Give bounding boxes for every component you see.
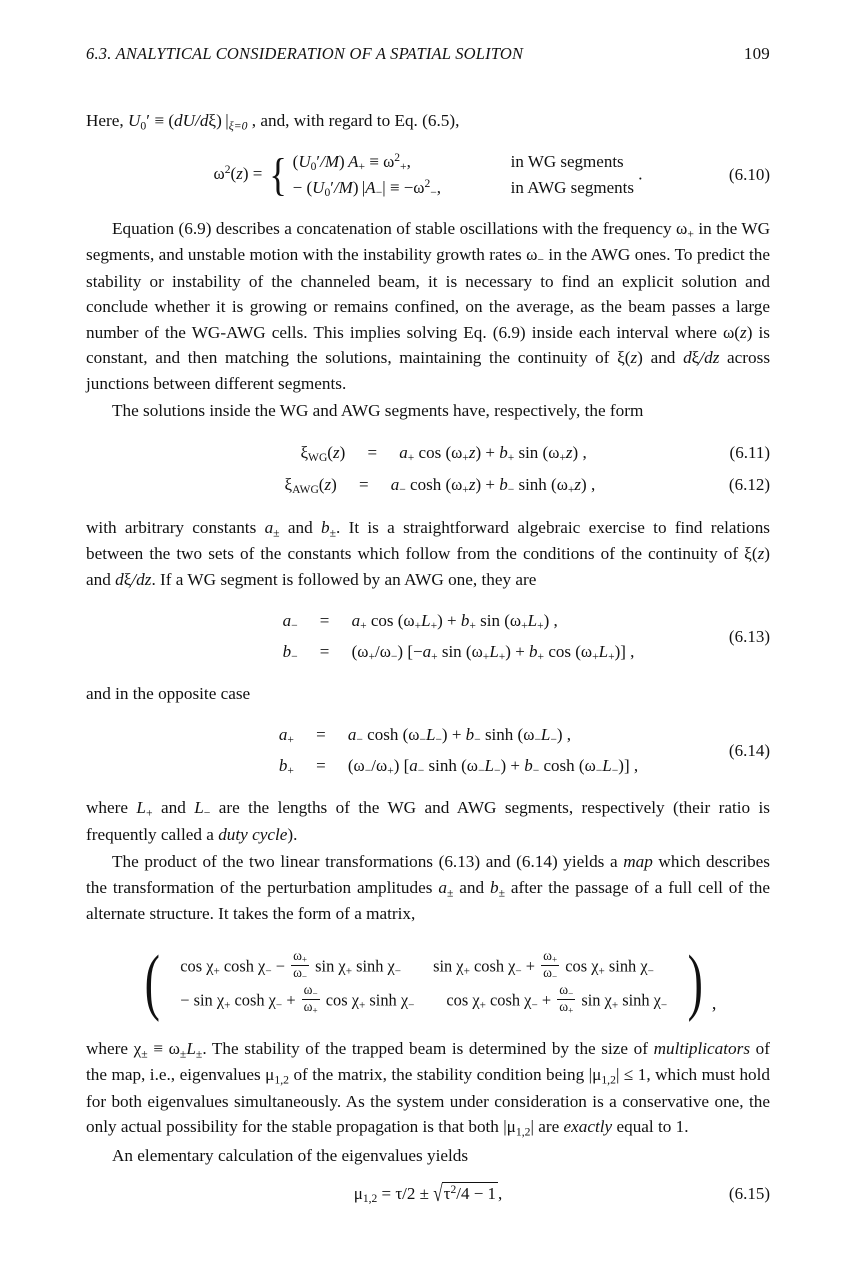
equation-6-14-row1-lhs: $a_+$	[278, 725, 294, 747]
case-row-1	[293, 149, 634, 176]
equation-6-10	[86, 149, 770, 202]
paragraph-equation-6-9: Equation (6.9) describes a concatenation of stable oscillations with the frequency $\omega_+$ in the WG segments, and unstable motion with the instability growth rates $\omega_-$ in the AWG ones. To predict the stability or instability of the channeled beam, it is necessary to find an explicit solution and conclude whether it is growing or remains confined, on the average, as the beam passes a large number of the WG-AWG cells. This implies solving Eq. (6.9) inside each interval where ω(z) is constant, and then matching the solutions, maintaining the continuity of ξ(z) and dξ/dz across junctions between different segments.	[86, 218, 771, 393]
matrix-cell-22: $\cos \chi_+$ $\cosh \chi_-$ + $\frac{\omega_-}{\omega_+}$ $\sin \chi_+$ $\sinh \chi_-$	[446, 982, 668, 1016]
case-1-expression: $(U_0'/M) A_+ \equiv \omega^2_+$,	[292, 150, 411, 173]
equation-6-13-tag: (6.13)	[728, 626, 770, 646]
paragraph-map: The product of the two linear transformations (6.13) and (6.14) yields a map which describes the transformation of the perturbation amplitudes $a_\pm$ and $b_\pm$ after the passage of a full cell of the alternate structure. It takes the form of a matrix,	[86, 852, 770, 924]
case-2-expression: − $(U_0'/M) |A_-| \equiv -\omega^2_-$,	[292, 177, 442, 200]
running-head	[86, 44, 770, 64]
equation-6-14	[86, 720, 770, 781]
equation-6-10-tag: (6.10)	[728, 165, 770, 185]
equation-6-14-row2-rhs: $(\omega_-/\omega_+)$ [$a_-$ $\sinh (\omega_-L_-) + b_-$ $\cosh (\omega_-L_-)$] ,	[347, 755, 639, 778]
equation-6-13-row2-rhs: $(\omega_+/\omega_-)$ [$-a_+$ $\sin (\omega_+L_+) + b_+$ $\cos (\omega_+L_+)$] ,	[351, 641, 635, 663]
matrix-cell-21: − $\sin \chi_+$ $\cosh \chi_-$ + $\frac{\omega_-}{\omega_+}$ $\cos \chi_+$ $\sinh \chi_-$	[180, 982, 415, 1016]
equation-6-14-row2-lhs: $b_+$	[278, 755, 294, 778]
equation-6-13-row2-lhs: $b_-$	[282, 641, 298, 663]
equation-6-14-tag: (6.14)	[728, 740, 770, 760]
matrix-row-2	[164, 983, 683, 1017]
duty-cycle-term: duty cycle	[218, 824, 288, 844]
equation-6-12-body	[86, 470, 770, 500]
equation-6-12-tag: (6.12)	[728, 475, 770, 495]
p1-pre: Here,	[86, 111, 124, 130]
equation-6-15-tag: (6.15)	[728, 1183, 770, 1203]
equation-6-12	[86, 470, 770, 500]
matrix-row-1	[164, 949, 683, 983]
equation-6-12-lhs: $\xi_{AWG}(z)$	[284, 475, 337, 497]
equation-6-12-relation: =	[358, 475, 369, 495]
cases-block	[267, 149, 634, 202]
matrix-right-paren: )	[687, 941, 704, 1024]
running-title: 6.3. ANALYTICAL CONSIDERATION OF A SPATIAL SOLITON	[86, 44, 524, 63]
matrix-left-paren: (	[144, 941, 160, 1024]
case-2-condition: in AWG segments	[510, 178, 634, 198]
paragraph-eigenvalues: An elementary calculation of the eigenvalues yields	[112, 1145, 469, 1165]
paragraph-stability: where $\chi_\pm \equiv \omega_\pm L_\pm$. The stability of the trapped beam is determined by the size of multiplicators of the map, i.e., eigenvalues $\mu_{1,2}$ of the matrix, the stability condition being $|\mu_{1,2}| \le 1$, which must hold for both eigenvalues simultaneously. As the system under consideration is a conservative one, the only actual possibility for the stable propagation is that both $|\mu_{1,2}|$ are exactly equal to 1.	[86, 1038, 771, 1139]
matrix-equation	[86, 941, 770, 1024]
equation-6-15-body: $\mu_{1,2} = \tau/2 \pm √\tau^2/4 - 1$ ,	[353, 1180, 503, 1207]
left-brace: {	[268, 148, 287, 200]
paragraph-here	[86, 108, 770, 135]
equation-6-13-row1-rhs: $a_+$ $\cos (\omega_+L_+) + b_+$ $\sin (\omega_+L_+)$ ,	[351, 611, 558, 633]
page-number: 109	[743, 44, 770, 63]
equation-6-12-rhs: $a_-$ $\cosh (\omega_+z) + b_-$ $\sinh (\omega_+z)$ ,	[390, 475, 596, 497]
equation-6-13-body: $a_-$ = $a_+$ $\cos (\omega_+L_+) + b_+$ $\sin (\omega_+L_+)$ , $b_-$ = $(\omega_+/\omega_-)$ [$-a_+$ $\sin (\omega_+L_+) + b_+$ $\cos (\omega_+L_+)$] ,	[86, 606, 770, 667]
equation-6-14-row1-rhs: $a_-$ $\cosh (\omega_-L_-) + b_-$ $\sinh (\omega_-L_-)$ ,	[347, 725, 572, 747]
equation-6-13-row1-lhs: $a_-$	[282, 611, 298, 633]
equation-6-10-trailing: .	[638, 164, 643, 184]
square-root: $√\tau^2/4 - 1$	[433, 1180, 497, 1207]
equation-6-11-tag: (6.11)	[729, 442, 770, 462]
p1-inline-math: $U_0' \equiv (dU/d\xi)$ $|_{\xi=0}$	[128, 111, 248, 133]
equation-6-11-rhs: $a_+$ $\cos (\omega_+z) + b_+$ $\sin (\omega_+z)$ ,	[399, 442, 587, 464]
paragraph-solutions-form: The solutions inside the WG and AWG segments have, respectively, the form	[112, 401, 644, 421]
case-1-condition: in WG segments	[510, 151, 624, 171]
matrix-cell-12: $\sin \chi_+$ $\cosh \chi_-$ + $\frac{\omega_+}{\omega_-}$ $\cos \chi_+$ $\sinh \chi_-$	[433, 947, 654, 982]
case-row-2	[293, 175, 634, 202]
paragraph-lengths: where $L_+$ and $L_-$ are the lengths of the WG and AWG segments, respectively (their ratio is frequently called a duty cycle).	[86, 798, 770, 844]
matrix-cell-11: $\cos \chi_+$ $\cosh \chi_-$ − $\frac{\omega_+}{\omega_-}$ $\sin \chi_+$ $\sinh \chi_-$	[180, 947, 402, 982]
matrix-trailing-comma: ,	[711, 992, 717, 1013]
equation-6-10-body: $\omega^2(z)$ = { $(U_0'/M) A_+ \equiv \omega^2_+$, in WG segments − $(U_0'/M) |A_-| \equiv -\omega^2_-$, in AWG segments .	[213, 148, 643, 200]
equation-6-15	[86, 1182, 770, 1205]
matrix-body	[164, 949, 683, 1018]
equation-6-11	[86, 438, 770, 468]
equation-6-11-relation: =	[367, 442, 378, 462]
equation-6-13	[86, 606, 770, 667]
p1-mid: , and, with regard to Eq. (6.5),	[251, 111, 460, 130]
paragraph-opposite-case: and in the opposite case	[86, 683, 251, 703]
equation-6-11-body	[86, 438, 770, 468]
equation-6-11-lhs: $\xi_{WG}(z)$	[300, 442, 346, 464]
equation-6-14-body: $a_+$ = $a_-$ $\cosh (\omega_-L_-) + b_-$ $\sinh (\omega_-L_-)$ , $b_+$ = $(\omega_-/\omega_+)$ [$a_-$ $\sinh (\omega_-L_-) + b_-$ $\cosh (\omega_-L_-)$] ,	[86, 720, 770, 781]
page-content	[86, 44, 770, 1219]
paragraph-arbitrary-constants: with arbitrary constants $a_\pm$ and $b_\pm$. It is a straightforward algebraic exercise to find relations between the two sets of the constants which follow from the conditions of the continuity of ξ(z) and dξ/dz. If a WG segment is followed by an AWG one, they are	[86, 517, 770, 589]
